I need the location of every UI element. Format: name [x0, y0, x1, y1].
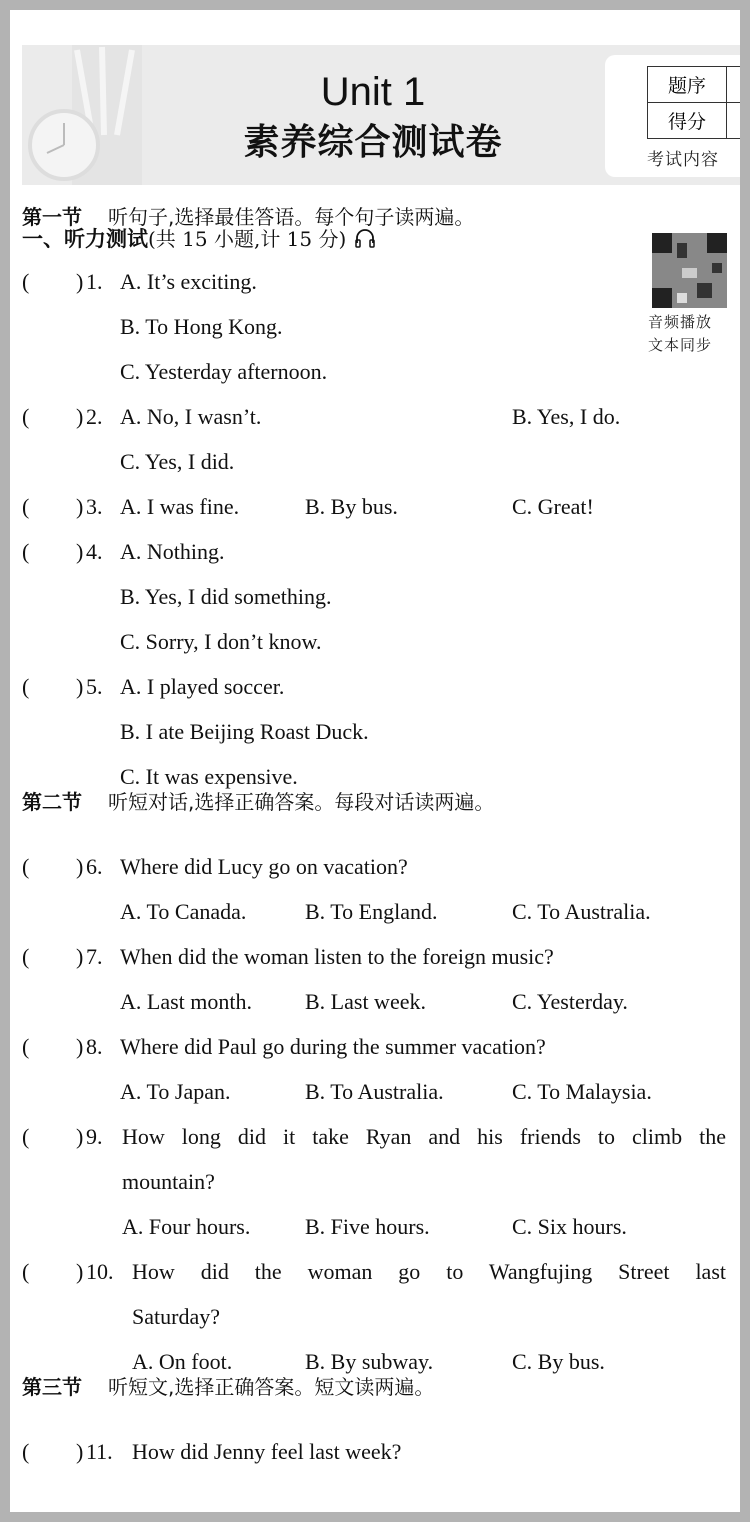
question-number: 1. — [86, 269, 103, 294]
paren-close: ) — [76, 1439, 84, 1464]
section-instruction: 听短对话,选择正确答案。每段对话读两遍。 — [108, 790, 495, 814]
paren-close: ) — [76, 404, 84, 429]
option-a: A. Last month. — [120, 989, 252, 1014]
page-subtitle: 素养综合测试卷 — [243, 122, 503, 163]
page-title: Unit 1 — [320, 70, 426, 114]
paren-close: ) — [76, 1124, 84, 1149]
section-label: 第三节 — [22, 1375, 82, 1399]
option-b: B. By bus. — [305, 494, 398, 519]
answer-blank[interactable]: ( — [22, 1034, 30, 1059]
answer-blank[interactable]: ( — [22, 539, 30, 564]
option-a: A. I played soccer. — [120, 674, 285, 699]
paren-close: ) — [76, 674, 84, 699]
question-number: 5. — [86, 674, 103, 699]
score-table — [647, 66, 740, 139]
qr-code[interactable] — [652, 233, 727, 308]
option-b: B. Yes, I do. — [512, 404, 621, 429]
option-a: A. To Japan. — [120, 1079, 231, 1104]
answer-blank[interactable]: ( — [22, 674, 30, 699]
question-number: 4. — [86, 539, 103, 564]
question-stem: Where did Lucy go on vacation? — [120, 854, 408, 879]
paren-close: ) — [76, 944, 84, 969]
question-stem: How long did it take Ryan and his friends to climb the — [122, 1124, 726, 1149]
option-b: B. By subway. — [305, 1349, 434, 1374]
question-number: 7. — [86, 944, 103, 969]
paren-close: ) — [76, 1259, 84, 1284]
option-c: C. By bus. — [512, 1349, 605, 1374]
paren-close: ) — [76, 539, 84, 564]
option-c: C. Sorry, I don’t know. — [120, 629, 322, 654]
score-row-label: 题序 — [648, 67, 727, 103]
option-c: C. Great! — [512, 494, 594, 519]
question-stem: mountain? — [122, 1169, 215, 1194]
option-b: B. To Australia. — [305, 1079, 444, 1104]
question-number: 3. — [86, 494, 103, 519]
question-stem: Where did Paul go during the summer vacation? — [120, 1034, 546, 1059]
paren-close: ) — [76, 494, 84, 519]
answer-blank[interactable]: ( — [22, 494, 30, 519]
answer-blank[interactable]: ( — [22, 1124, 30, 1149]
option-a: A. Nothing. — [120, 539, 225, 564]
answer-blank[interactable]: ( — [22, 1259, 30, 1284]
question-stem: Saturday? — [132, 1304, 220, 1329]
part-note: (共 15 小题,计 15 分) — [148, 227, 347, 251]
paren-close: ) — [76, 269, 84, 294]
score-box — [605, 55, 740, 177]
section-instruction: 听句子,选择最佳答语。每个句子读两遍。 — [108, 205, 475, 229]
question-number: 6. — [86, 854, 103, 879]
section-heading — [22, 201, 474, 246]
question-stem: When did the woman listen to the foreign music? — [120, 944, 554, 969]
answer-blank[interactable]: ( — [22, 1439, 30, 1464]
section-instruction: 听短文,选择正确答案。短文读两遍。 — [108, 1375, 435, 1399]
option-a: A. To Canada. — [120, 899, 247, 924]
option-a: A. On foot. — [132, 1349, 233, 1374]
option-c: C. Yes, I did. — [120, 449, 235, 474]
option-c: C. To Australia. — [512, 899, 651, 924]
question-number: 8. — [86, 1034, 103, 1059]
option-b: B. Last week. — [305, 989, 426, 1014]
option-a: A. It’s exciting. — [120, 269, 257, 294]
option-a: A. I was fine. — [120, 494, 240, 519]
option-a: A. No, I wasn’t. — [120, 404, 262, 429]
option-c: C. Six hours. — [512, 1214, 627, 1239]
question-stem: How did Jenny feel last week? — [132, 1439, 402, 1464]
question-stem: How did the woman go to Wangfujing Street last — [132, 1259, 726, 1284]
paren-close: ) — [76, 1034, 84, 1059]
answer-blank[interactable]: ( — [22, 854, 30, 879]
content-label: 考试内容 — [647, 150, 719, 170]
section-label: 第二节 — [22, 790, 82, 814]
option-c: C. It was expensive. — [120, 764, 298, 789]
answer-blank[interactable]: ( — [22, 269, 30, 294]
part-title: 一、听力测试 — [22, 227, 148, 251]
option-b: B. Yes, I did something. — [120, 584, 332, 609]
section-heading — [22, 786, 494, 831]
option-c: C. Yesterday. — [512, 989, 628, 1014]
qr-caption: 音频播放 — [648, 313, 713, 331]
answer-blank[interactable]: ( — [22, 404, 30, 429]
section-heading — [22, 1371, 434, 1416]
question-number: 2. — [86, 404, 103, 429]
option-b: B. Five hours. — [305, 1214, 430, 1239]
qr-caption: 文本同步 — [648, 336, 713, 354]
exam-sheet — [10, 10, 740, 1512]
score-row-label: 得分 — [648, 103, 727, 139]
paren-close: ) — [76, 854, 84, 879]
option-c: C. Yesterday afternoon. — [120, 359, 328, 384]
option-b: B. To England. — [305, 899, 438, 924]
question-number: 10. — [86, 1259, 114, 1284]
option-b: B. I ate Beijing Roast Duck. — [120, 719, 369, 744]
option-b: B. To Hong Kong. — [120, 314, 283, 339]
question-number: 11. — [86, 1439, 113, 1464]
section-label: 第一节 — [22, 205, 82, 229]
question-number: 9. — [86, 1124, 103, 1149]
answer-blank[interactable]: ( — [22, 944, 30, 969]
option-a: A. Four hours. — [122, 1214, 251, 1239]
option-c: C. To Malaysia. — [512, 1079, 652, 1104]
